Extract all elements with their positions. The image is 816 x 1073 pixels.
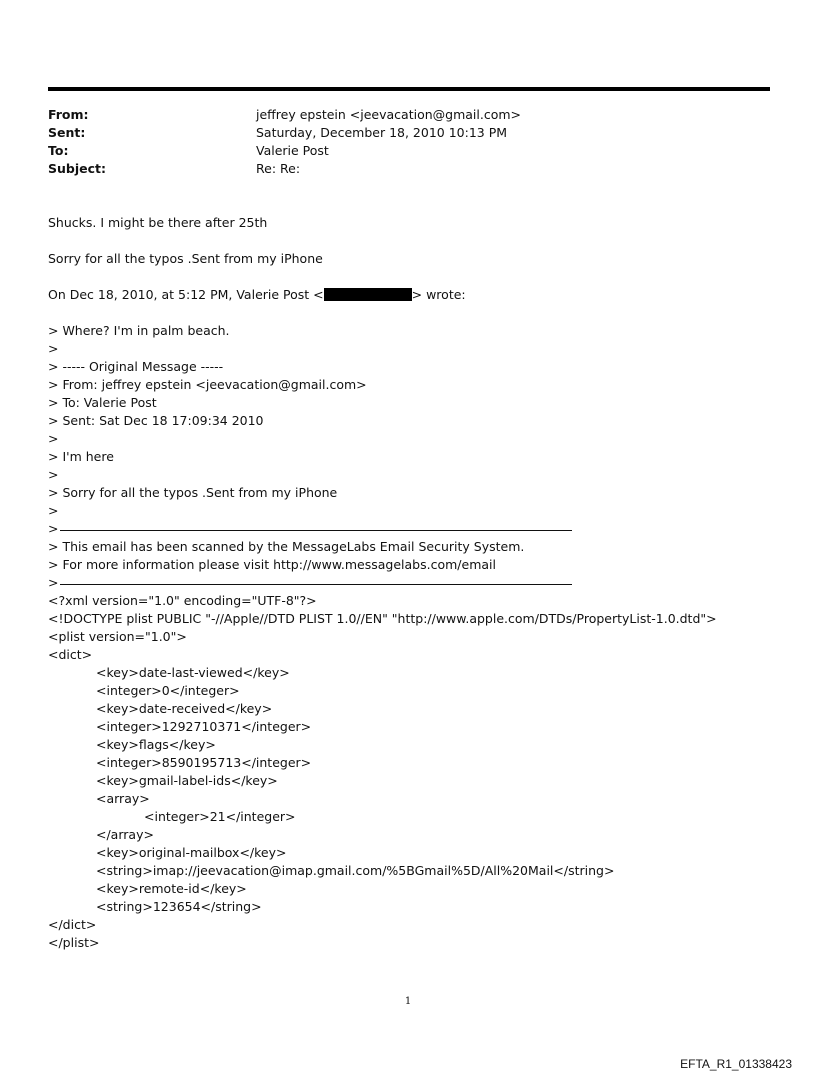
from-value: jeffrey epstein <jeevacation@gmail.com> <box>256 107 522 122</box>
plist-line: <key>date-received</key> <box>96 701 273 716</box>
quoted-line: > ----- Original Message ----- <box>48 359 224 374</box>
sent-label: Sent: <box>48 125 86 140</box>
plist-line: <integer>1292710371</integer> <box>96 719 312 734</box>
quoted-line: > This email has been scanned by the MessageLabs Email Security System. <box>48 539 525 554</box>
separator-line <box>60 530 572 531</box>
plist-line: <key>flags</key> <box>96 737 216 752</box>
subject-value: Re: Re: <box>256 161 301 176</box>
quoted-marker: > <box>48 575 59 590</box>
quoted-line: > <box>48 503 59 518</box>
wrote-suffix: > wrote: <box>411 287 466 302</box>
quoted-separator <box>48 574 572 592</box>
plist-line: <string>imap://jeevacation@imap.gmail.com/%5BGmail%5D/All%20Mail</string> <box>96 863 615 878</box>
plist-line: </plist> <box>48 935 100 950</box>
header-rule <box>48 87 770 91</box>
quoted-line: > <box>48 467 59 482</box>
wrote-prefix: On Dec 18, 2010, at 5:12 PM, Valerie Post < <box>48 287 324 302</box>
document-id: EFTA_R1_01338423 <box>680 1057 792 1071</box>
plist-line: <?xml version="1.0" encoding="UTF-8"?> <box>48 593 317 608</box>
to-value: Valerie Post <box>256 143 329 158</box>
to-label: To: <box>48 143 69 158</box>
quoted-line: > I'm here <box>48 449 114 464</box>
quoted-line: > Where? I'm in palm beach. <box>48 323 230 338</box>
quoted-line: > To: Valerie Post <box>48 395 157 410</box>
plist-line: <integer>8590195713</integer> <box>96 755 312 770</box>
plist-line: <dict> <box>48 647 93 662</box>
quoted-line: > Sent: Sat Dec 18 17:09:34 2010 <box>48 413 264 428</box>
quoted-line: > For more information please visit http://www.messagelabs.com/email <box>48 557 496 572</box>
plist-line: <key>date-last-viewed</key> <box>96 665 290 680</box>
body-line: Shucks. I might be there after 25th <box>48 215 268 230</box>
plist-line: <plist version="1.0"> <box>48 629 187 644</box>
separator-line <box>60 584 572 585</box>
redaction-block <box>324 288 412 301</box>
plist-line: </array> <box>96 827 154 842</box>
quoted-line: > <box>48 341 59 356</box>
plist-line: <key>gmail-label-ids</key> <box>96 773 278 788</box>
subject-label: Subject: <box>48 161 106 176</box>
plist-line: <!DOCTYPE plist PUBLIC "-//Apple//DTD PLIST 1.0//EN" "http://www.apple.com/DTDs/PropertyList-1.0.dtd"> <box>48 611 717 626</box>
quoted-line: > From: jeffrey epstein <jeevacation@gmail.com> <box>48 377 367 392</box>
plist-line: <array> <box>96 791 150 806</box>
plist-line: <integer>21</integer> <box>144 809 296 824</box>
quoted-marker: > <box>48 521 59 536</box>
from-label: From: <box>48 107 89 122</box>
body-line: Sorry for all the typos .Sent from my iPhone <box>48 251 323 266</box>
quoted-line: > <box>48 431 59 446</box>
plist-line: <integer>0</integer> <box>96 683 240 698</box>
plist-line: <key>remote-id</key> <box>96 881 247 896</box>
quoted-line: > Sorry for all the typos .Sent from my iPhone <box>48 485 338 500</box>
plist-line: <key>original-mailbox</key> <box>96 845 287 860</box>
quoted-separator <box>48 520 572 538</box>
page-number: 1 <box>404 996 412 1007</box>
sent-value: Saturday, December 18, 2010 10:13 PM <box>256 125 508 140</box>
plist-line: <string>123654</string> <box>96 899 262 914</box>
plist-line: </dict> <box>48 917 97 932</box>
wrote-line <box>48 286 466 304</box>
